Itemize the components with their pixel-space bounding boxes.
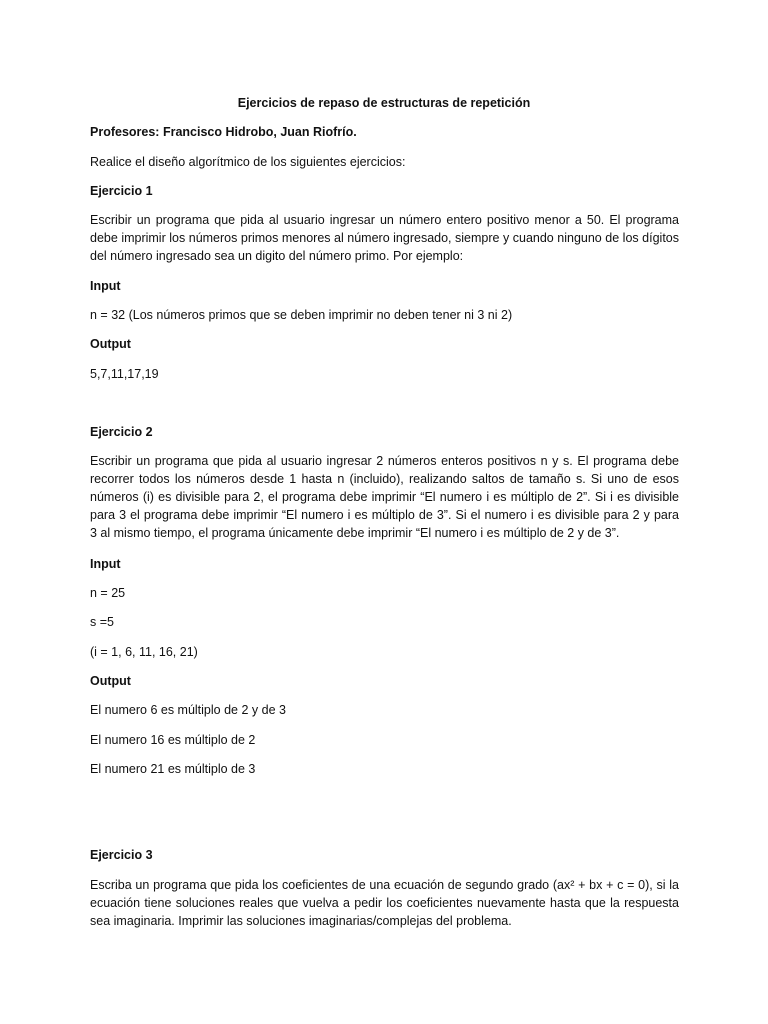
exercise-2-output-line-1: El numero 6 es múltiplo de 2 y de 3 xyxy=(90,703,286,717)
exercise-2-output-line-3: El numero 21 es múltiplo de 3 xyxy=(90,762,256,776)
exercise-2-line-5: 3 al mismo tiempo, el programa únicamente debe imprimir “El numero i es múltiplo de 2 y de 3”. xyxy=(90,526,620,540)
exercise-2-line-1: Escribir un programa que pida al usuario ingresar 2 números enteros positivos n y s. El programa debe xyxy=(90,454,679,468)
intro-line: Realice el diseño algorítmico de los siguientes ejercicios: xyxy=(90,155,406,169)
exercise-1-line-3: del número ingresado sea un digito del número primo. Por ejemplo: xyxy=(90,249,464,263)
exercise-3-statement xyxy=(90,876,679,930)
exercise-3-line-3: sea imaginaria. Imprimir las soluciones imaginarias/complejas del problema. xyxy=(90,914,512,928)
exercise-2-s-value: s =5 xyxy=(90,615,114,629)
exercise-2-statement xyxy=(90,452,679,542)
exercise-2-line-2: recorrer todos los números desde 1 hasta n (incluido), realizando saltos de tamaño s. Si uno de esos xyxy=(90,472,679,486)
exercise-2-output-label: Output xyxy=(90,674,131,688)
exercise-1-heading: Ejercicio 1 xyxy=(90,184,153,198)
exercise-3-heading: Ejercicio 3 xyxy=(90,848,153,862)
exercise-1-statement xyxy=(90,211,679,265)
exercise-1-line-1: Escribir un programa que pida al usuario ingresar un número entero positivo menor a 50. El programa xyxy=(90,213,679,227)
exercise-2-heading: Ejercicio 2 xyxy=(90,425,153,439)
exercise-1-line-2: debe imprimir los números primos menores al número ingresado, siempre y cuando ninguno de los dígitos xyxy=(90,231,679,245)
exercise-2-input-label: Input xyxy=(90,557,121,571)
exercise-3-line-1: Escriba un programa que pida los coeficientes de una ecuación de segundo grado (ax² + bx + c = 0), si la xyxy=(90,878,679,892)
exercise-1-output-label: Output xyxy=(90,337,131,351)
exercise-1-output-value: 5,7,11,17,19 xyxy=(90,367,159,381)
exercise-2-line-4: para 3 el programa debe imprimir “El numero i es múltiplo de 3”. Si el numero i es divisible para 2 y para xyxy=(90,508,679,522)
exercise-3-line-2: ecuación tiene soluciones reales que vuelva a pedir los coeficientes nuevamente hasta que la respuesta xyxy=(90,896,679,910)
exercise-2-n-value: n = 25 xyxy=(90,586,126,600)
document-title: Ejercicios de repaso de estructuras de repetición xyxy=(237,96,531,110)
exercise-2-output-line-2: El numero 16 es múltiplo de 2 xyxy=(90,733,256,747)
exercise-1-input-value: n = 32 (Los números primos que se deben imprimir no deben tener ni 3 ni 2) xyxy=(90,308,513,322)
exercise-2-line-3: números (i) es divisible para 2, el programa debe imprimir “El numero i es múltiplo de 2”. Si i es divisible xyxy=(90,490,679,504)
exercise-2-i-values: (i = 1, 6, 11, 16, 21) xyxy=(90,645,198,659)
exercise-1-input-label: Input xyxy=(90,279,121,293)
professors-line: Profesores: Francisco Hidrobo, Juan Riofrío. xyxy=(90,125,357,139)
